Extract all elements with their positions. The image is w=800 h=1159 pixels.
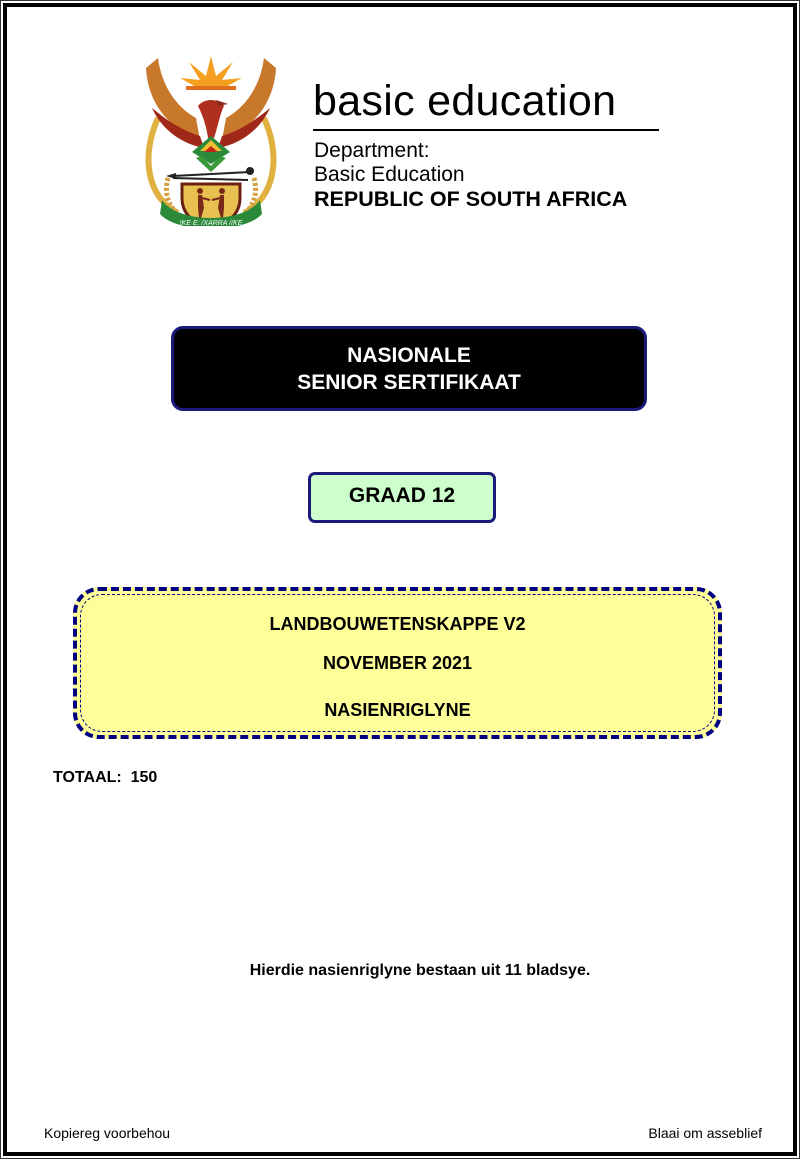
coat-of-arms-icon [138, 48, 284, 226]
certificate-banner [171, 326, 647, 411]
page-count-note: Hierdie nasienriglyne bestaan uit 11 bladsye. [249, 962, 591, 979]
country-name: REPUBLIC OF SOUTH AFRICA [314, 187, 628, 211]
document-type: NASIENRIGLYNE [324, 700, 471, 720]
total-marks: TOTAAL: 150 [53, 769, 158, 786]
brand-title: basic education [313, 77, 617, 125]
brand-underline [313, 129, 659, 131]
footer-copyright: Kopiereg voorbehou [44, 1125, 171, 1141]
subject-panel [73, 587, 722, 739]
subject-title: LANDBOUWETENSKAPPE V2 [269, 614, 526, 634]
certificate-line-1: NASIONALE [347, 343, 471, 367]
grade-label: GRAAD 12 [348, 483, 456, 507]
department-label: Department: [314, 139, 430, 162]
svg-text:!KE E: /XARRA //KE: !KE E: /XARRA //KE [179, 220, 243, 226]
certificate-line-2: SENIOR SERTIFIKAAT [297, 370, 521, 394]
grade-badge [308, 472, 496, 523]
department-name: Basic Education [314, 163, 465, 186]
footer-turn-page: Blaai om asseblief [648, 1125, 762, 1141]
exam-session: NOVEMBER 2021 [322, 653, 473, 673]
department-branding [313, 77, 663, 211]
